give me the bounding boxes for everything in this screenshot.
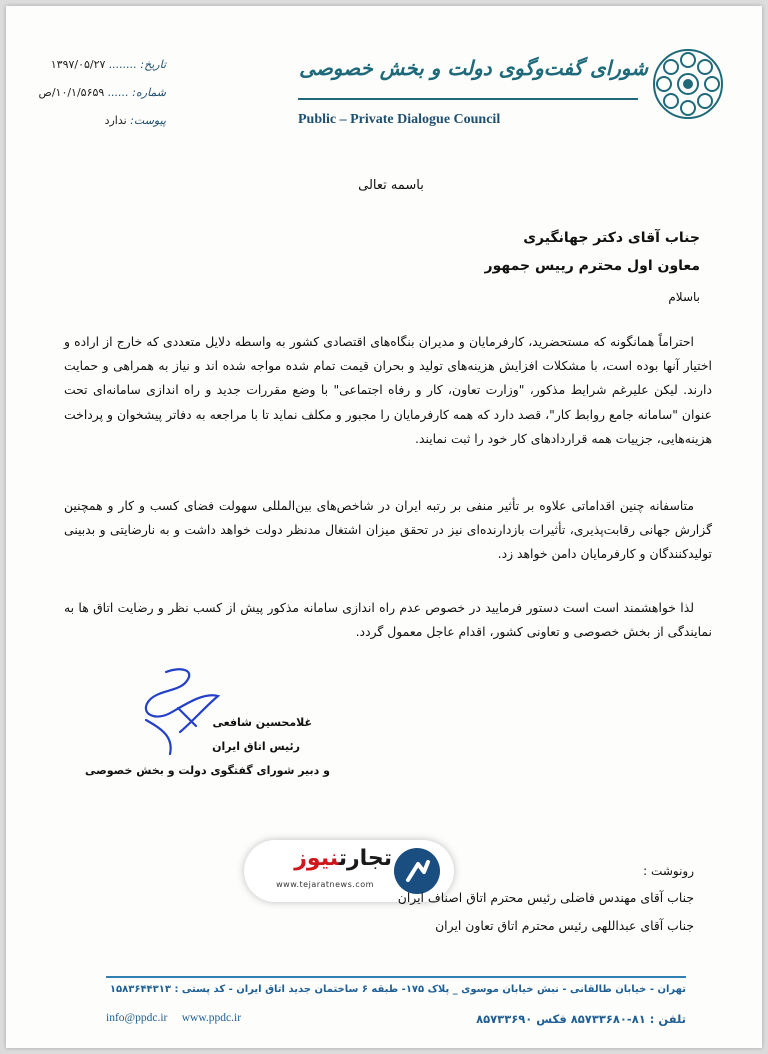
date-value: ۱۳۹۷/۰۵/۲۷: [50, 58, 106, 71]
copy-recipient: جناب آقای عبداللهی رئیس محترم اتاق تعاون ایران: [435, 918, 694, 933]
number-field: [36, 86, 166, 99]
signer-title-2: و دبیر شورای گفتگوی دولت و بخش خصوصی: [85, 764, 330, 777]
signer-title: رئیس اتاق ایران: [212, 740, 300, 753]
watermark-url: www.tejaratnews.com: [276, 880, 374, 889]
watermark-brand-part2: نیوز: [294, 846, 339, 871]
footer-contact: [106, 1012, 686, 1032]
footer-web[interactable]: www.ppdc.ir: [181, 1012, 242, 1024]
number-label: شماره: ......: [107, 86, 166, 99]
signer-name: غلامحسین شافعی: [212, 716, 312, 729]
greeting: باسلام: [668, 290, 700, 304]
footer-address: تهران - خیابان طالقانی - نبش خیابان موسوی _ پلاک ۱۷۵- طبقه ۶ ساختمان جدید اتاق ایران - کد پستی : ۱۵۸۳۶۴۴۳۱۳: [109, 984, 686, 995]
recipient-name: جناب آقای دکتر جهانگیری: [523, 230, 700, 246]
footer-links: [106, 1012, 241, 1024]
paragraph-3-text: لذا خواهشمند است است دستور فرمایید در خصوص عدم راه اندازی سامانه مذکور پیش از کسب نظر و رضایت اتاق ها به نمایندگی از بخش خصوصی و تعاونی کشور، اقدام عاجل معمول گردد.: [64, 600, 712, 640]
watermark-brand: [258, 846, 392, 871]
letter-page: [6, 6, 762, 1048]
date-label: تاریخ: ........: [108, 58, 166, 71]
paragraph-1: [64, 330, 712, 451]
date-field: [36, 58, 166, 71]
copy-recipient: جناب آقای مهندس فاضلی رئیس محترم اتاق اصناف ایران: [397, 890, 694, 905]
basmala: باسمه تعالی: [358, 178, 424, 193]
footer-divider: [106, 976, 686, 978]
paragraph-2: [64, 494, 712, 567]
paragraph-3: [64, 596, 712, 644]
number-value: ۱۰/۱/۵۶۵۹/ص: [38, 86, 105, 99]
attachment-value: ندارد: [104, 114, 127, 127]
recipient-title: معاون اول محترم رییس جمهور: [484, 258, 700, 274]
org-name-en: Public – Private Dialogue Council: [298, 112, 501, 127]
paragraph-2-text: متاسفانه چنین اقداماتی علاوه بر تأثیر منفی بر رتبه ایران در شاخص‌های بین‌المللی سهولت فضای کسب و کار و همچنین گزارش جهانی رقابت‌پذیری، تأثیرات بازدارنده‌ای نیز در تحقق میزان اشتغال مدنظر دولت خواهد داشت و به نارضایتی و بدبینی تولیدکنندگان و کارفرمایان دامن خواهد زد.: [64, 498, 712, 562]
attachment-field: [36, 114, 166, 127]
tejaratnews-logo-icon: [394, 848, 440, 894]
org-name-fa: شورای گفت‌وگوی دولت و بخش خصوصی: [299, 56, 648, 80]
paragraph-1-text: احتراماً همانگونه که مستحضرید، کارفرمایان و مدیران بنگاه‌های اقتصادی کشور به واسطه دلایل متعددی که خارج از اراده و اختیار آنها بوده است، با مشکلات افزایش هزینه‌های تولید و بحران قیمت تمام شده مواجه شده اند و نیاز به همراهی و حمایت دارند. لیکن علیرغم شرایط مذکور، "وزارت تعاون، کار و رفاه اجتماعی" با وضع مقررات جدید و راه اندازی سامانه‌ای تحت عنوان "سامانه جامع روابط کار"، قصد دارد که همه کارفرمایان را مجبور و مکلف نماید تا با مراجعه به دفاتر پیشخوان و پرداخت هزینه‌هایی، جزییات همه قراردادهای کار خود را ثبت نمایند.: [64, 334, 712, 446]
footer-email[interactable]: info@ppdc.ir: [106, 1012, 168, 1024]
copies-title: رونوشت :: [643, 864, 694, 878]
header-divider: [298, 98, 638, 100]
council-logo-icon: [650, 46, 726, 122]
watermark-brand-part1: تجارت: [338, 846, 392, 871]
attachment-label: پیوست:: [130, 114, 166, 127]
footer-phone: تلفن : ۸۱-۸۵۷۳۳۶۸۰ فکس ۸۵۷۳۳۶۹۰: [476, 1012, 686, 1026]
